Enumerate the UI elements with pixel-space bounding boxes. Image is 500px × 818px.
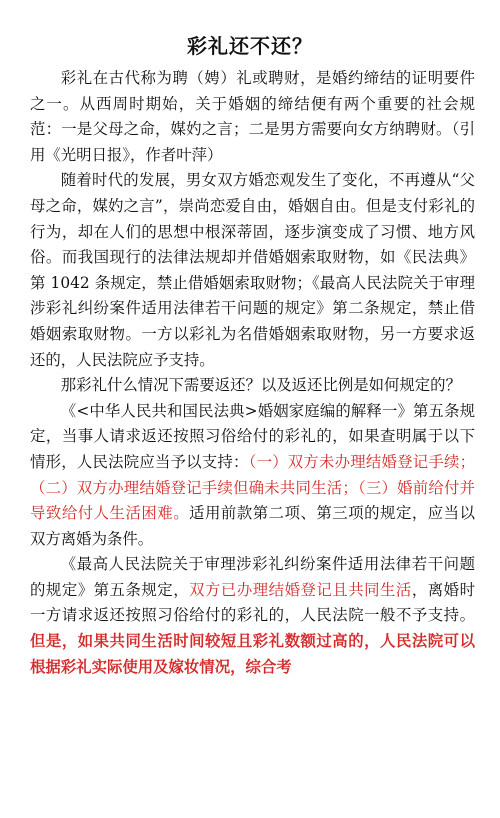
text-run: 随着时代的发展，男女双方婚恋观发生了变化，不再遵从“父母之命，媒妁之言”，崇尚恋爱自由，婚姻自由。但是支付彩礼的行为，却在人们的思想中根深蒂固，逐步演变成了习惯、地方风俗。而我国现行的法律法规却并借婚姻索取财物，如《民法典》第 1042 条规定，禁止借婚姻索取财物；《最高人民法院关于审理涉彩礼纠纷案件适用法律若干问题的规定》第二条规定，禁止借婚姻索取财物。一方以彩礼为名借婚姻索取财物，另一方要求返还的，人民法院应予支持。	[30, 171, 475, 369]
text-run: ，离婚时一方请求返还按照习俗给付的彩礼的，人民法院一般不予支持。	[30, 580, 475, 625]
page-title: 彩礼还不还？	[187, 34, 313, 58]
highlighted-bold-text-run: 但是，如果共同生活时间较短且彩礼数额过高的，人民法院可以根据彩礼实际使用及嫁妆情况，综合考	[30, 632, 475, 676]
text-run: 彩礼在古代称为聘（娉）礼或聘财，是婚约缔结的证明要件之一。从西周时期始，关于婚姻的缔结便有两个重要的社会规范：一是父母之命，媒妁之言；二是男方需要向女方纳聘财。（引用《光明日报》，作者叶萍）	[30, 69, 475, 164]
article-body	[30, 66, 475, 680]
text-run: 适用前款第二项、第三项的规定，应当以双方离婚为条件。	[30, 504, 475, 548]
text-run: 《<中华人民共和国民法典>婚姻家庭编的解释一》第五条规定，当事人请求返还按照习俗给付的彩礼的，如果查明属于以下情形，人民法院应当予以支持：	[30, 401, 475, 471]
highlighted-text-run: 双方已办理结婚登记且共同生活	[189, 580, 412, 599]
text-run: 《最高人民法院关于审理涉彩礼纠纷案件适用法律若干问题的规定》第五条规定，	[30, 555, 475, 599]
paragraph-question	[30, 373, 475, 399]
text-run: 那彩礼什么情况下需要返还？以及返还比例是如何规定的？	[60, 376, 461, 395]
paragraph-law-context	[30, 168, 475, 373]
paragraph-civil-code-article-5	[30, 399, 475, 553]
highlighted-text-run: （一）双方未办理结婚登记手续；（二）双方办理结婚登记手续但确未共同生活；（三）婚前给付并导致给付人生活困难。	[30, 452, 475, 523]
paragraph-origin	[30, 66, 475, 168]
paragraph-supreme-court-article-5	[30, 552, 475, 680]
